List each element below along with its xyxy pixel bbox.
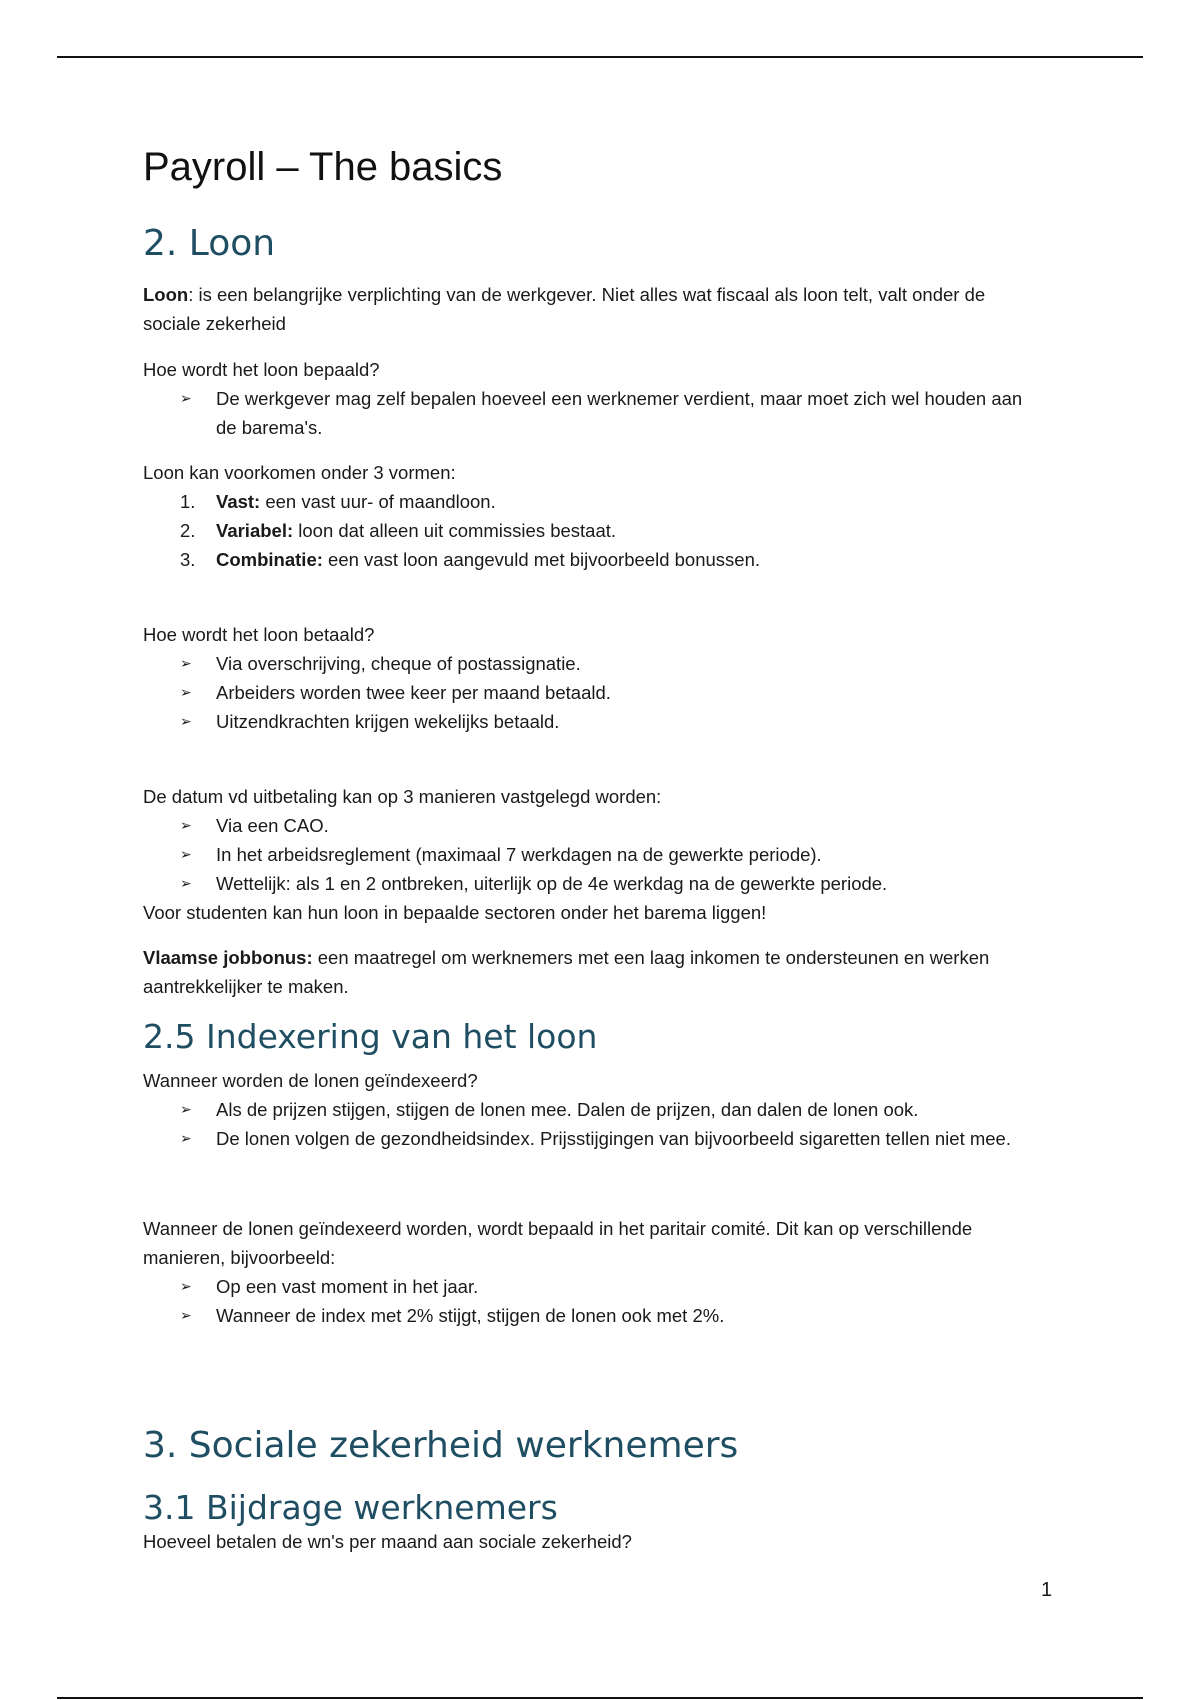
bijdrage-question: Hoeveel betalen de wn's per maand aan sociale zekerheid? <box>143 1531 632 1552</box>
question-betaald: Hoe wordt het loon betaald? <box>143 624 375 645</box>
vormen-list <box>143 487 1043 574</box>
definition-term: Loon <box>143 284 189 305</box>
arrow-bullet-icon: ➢ <box>180 846 192 862</box>
heading-sociale-zekerheid: 3. Sociale zekerheid werknemers <box>143 1425 739 1466</box>
jobbonus-text: een maatregel om werknemers met een laag inkomen te ondersteunen en werken aantrekkelijker te maken. <box>143 947 990 997</box>
list-item: ➢ Arbeiders worden twee keer per maand betaald. <box>143 678 1043 707</box>
definition-text: : is een belangrijke verplichting van de werkgever. Niet alles wat fiscaal als loon telt, valt onder de sociale zekerheid <box>143 284 986 334</box>
loon-definition <box>143 280 1043 338</box>
list-item: ➢ De lonen volgen de gezondheidsindex. Prijsstijgingen van bijvoorbeeld sigaretten tellen niet mee. <box>143 1124 1043 1153</box>
bijdrage-question-block <box>143 1527 1043 1556</box>
question-wanneer: Wanneer worden de lonen geïndexeerd? <box>143 1070 478 1091</box>
list-item: ➢ Op een vast moment in het jaar. <box>143 1272 1043 1301</box>
document-title: Payroll – The basics <box>143 145 503 189</box>
arrow-bullet-icon: ➢ <box>180 684 192 700</box>
list-item: ➢ Uitzendkrachten krijgen wekelijks betaald. <box>143 707 1043 736</box>
heading-indexering: 2.5 Indexering van het loon <box>143 1017 598 1056</box>
comite-list <box>143 1272 1043 1330</box>
arrow-bullet-icon: ➢ <box>180 875 192 891</box>
list-item: 2. Variabel: loon dat alleen uit commissies bestaat. <box>180 520 617 541</box>
question-bepaald: Hoe wordt het loon bepaald? <box>143 359 380 380</box>
list-item: ➢ Wettelijk: als 1 en 2 ontbreken, uiterlijk op de 4e werkdag na de gewerkte periode. <box>143 869 1043 898</box>
list-item: 1. Vast: een vast uur- of maandloon. <box>180 491 496 512</box>
wanneer-list <box>143 1095 1043 1153</box>
arrow-bullet-icon: ➢ <box>180 1278 192 1294</box>
list-item: ➢ Wanneer de index met 2% stijgt, stijgen de lonen ook met 2%. <box>143 1301 1043 1330</box>
list-item: ➢ Als de prijzen stijgen, stijgen de lonen mee. Dalen de prijzen, dan dalen de lonen ook. <box>143 1095 1043 1124</box>
loon-bepaald-block <box>143 355 1043 442</box>
arrow-bullet-icon: ➢ <box>180 390 192 406</box>
arrow-bullet-icon: ➢ <box>180 1101 192 1117</box>
loon-betaald-block <box>143 620 1043 736</box>
index-wanneer-block <box>143 1066 1043 1153</box>
datum-list <box>143 811 1043 898</box>
list-item: ➢ Via overschrijving, cheque of postassignatie. <box>143 649 1043 678</box>
list-item: ➢ Via een CAO. <box>143 811 1043 840</box>
list-item: 3. Combinatie: een vast loon aangevuld met bijvoorbeeld bonussen. <box>180 549 760 570</box>
index-comite-block <box>143 1214 1043 1330</box>
jobbonus-block <box>143 943 1043 1001</box>
list-item: ➢ De werkgever mag zelf bepalen hoeveel een werknemer verdient, maar moet zich wel houden aan de barema's. <box>143 384 1043 442</box>
arrow-bullet-icon: ➢ <box>180 1307 192 1323</box>
page-number: 1 <box>1041 1579 1053 1601</box>
studenten-note: Voor studenten kan hun loon in bepaalde sectoren onder het barema liggen! <box>143 902 767 923</box>
datum-intro: De datum vd uitbetaling kan op 3 manieren vastgelegd worden: <box>143 786 662 807</box>
arrow-bullet-icon: ➢ <box>180 713 192 729</box>
list-item: ➢ In het arbeidsreglement (maximaal 7 werkdagen na de gewerkte periode). <box>143 840 1043 869</box>
vormen-intro: Loon kan voorkomen onder 3 vormen: <box>143 462 456 483</box>
jobbonus-term: Vlaamse jobbonus: <box>143 947 313 968</box>
arrow-bullet-icon: ➢ <box>180 655 192 671</box>
footer-rule <box>57 1697 1143 1699</box>
heading-bijdrage-werknemers: 3.1 Bijdrage werknemers <box>143 1488 558 1527</box>
comite-text: Wanneer de lonen geïndexeerd worden, wordt bepaald in het paritair comité. Dit kan op verschillende manieren, bijvoorbeeld: <box>143 1218 973 1268</box>
arrow-bullet-icon: ➢ <box>180 817 192 833</box>
header-rule <box>57 56 1143 58</box>
loon-vormen-block <box>143 458 1043 574</box>
betaald-list <box>143 649 1043 736</box>
heading-loon: 2. Loon <box>143 223 276 264</box>
arrow-bullet-icon: ➢ <box>180 1130 192 1146</box>
bepaald-list <box>143 384 1043 442</box>
loon-datum-block <box>143 782 1043 927</box>
